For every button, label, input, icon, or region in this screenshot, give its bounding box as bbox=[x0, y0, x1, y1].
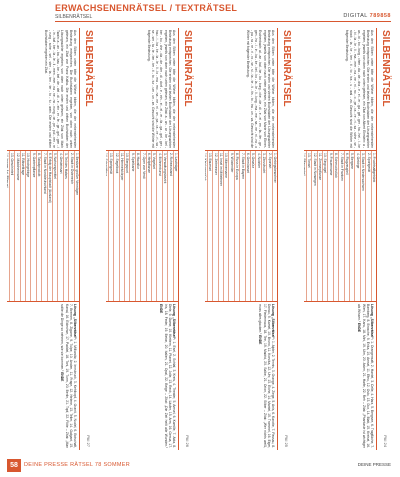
clue-row: 8. Tabakprodukt bbox=[36, 151, 41, 301]
puzzle-code: PAI 26 bbox=[185, 435, 190, 447]
clue-row: 2. Sportgerät bbox=[365, 151, 370, 301]
puzzle-intro: Aus den Silben unten bitte die Wörter bilden, die der nebenstehenden Bedeutung entsprechen. Die ersten und vierten Buchstaben der Lösungswörter ergeben, jeweils von oben nach unten gelesen, ein Zitat von Marie von Ebner-Eschenbach: al - an - bal - be - bo - burg - cke - de - di - e - ei - en - fa - fer - ge - gen - ho - i - in - ka - ke - kel - ko - la - le - li - lung - ma - me - na - ne - ni - no - o - pa - ra - re - ri - ro - se - si - ta - te - ti - tis - to - tra - un - va. Gesucht sind die Wörter mit folgender Bedeutung. bbox=[245, 30, 275, 148]
puzzle-intro: Aus den Silben unten bitte die Wörter bilden, die der nebenstehenden Bedeutung entsprechen. Die ersten und letzten Buchstaben der Lösungswörter ergeben, jeweils von oben nach unten gelesen, ein Zitat: a - an - ar - be - bel - ber - bu - che - da - de - der - di - dorf - e - ein - ei - el - er - fa - ga - gel - ger - hau - i - ka - ke - la - le - li - lo - ma - mo - na - ne - ni - on - pa - ra - re - ri - sa - se - ser - ta - te - ten - ter - ti - to - tur - um - un - ze. Gesucht sind die Wörter mit folgender Bedeutung. bbox=[146, 30, 176, 148]
clue-row bbox=[304, 151, 306, 301]
clue-row: 1. Fruchtsaftgetränk bbox=[371, 151, 376, 301]
clue-row: 8. Schmuckstück bbox=[333, 151, 338, 301]
puzzle-column bbox=[7, 28, 95, 450]
clue-row: 5. Nahrungsmittel bbox=[52, 151, 57, 301]
clue-row: 13. Sportgerät bbox=[108, 151, 113, 301]
puzzle-title: SILBENRÄTSEL bbox=[182, 30, 193, 107]
clue-row: 10. Hochgebirge bbox=[25, 151, 30, 301]
header-subtitle: SILBENRÄTSEL bbox=[55, 14, 93, 20]
puzzle-code: PAI 25 bbox=[284, 435, 289, 447]
clue-row: 12. Segelboot bbox=[113, 151, 118, 301]
clue-row: 10. Bergsport bbox=[124, 151, 129, 301]
clue-row: 6. Gemüseart bbox=[245, 151, 250, 301]
clue-row: 7. Stadt in Bayern bbox=[239, 151, 244, 301]
clue-row: 5. Gewürz bbox=[250, 151, 255, 301]
solution-label: Lösung „Silbenrätsel“: bbox=[172, 304, 176, 341]
solution-label: Lösung „Silbenrätsel“: bbox=[370, 304, 374, 341]
clue-row: 3. Stadt in Niedersachsen bbox=[360, 151, 365, 301]
solution-text: 1. Esel, 2. Schlaf, 3. Kreis, 4. Theater, 5. Amsel, 6. Kamille, 7. Aida, 8. Diele, 9. Dame, 10. Klettern, 11. Planet, 12. Jolle, 13. Reck, 14. Läufer, 15. Arm, 16. Genua, 17. Iris, 18. Feder, 19. Beton, 20. Italien, 21. Opal, 22. Beige – Zitat: „Die Zeit heilt alle Wunden.“ bbox=[163, 304, 176, 448]
puzzle-title: SILBENRÄTSEL bbox=[380, 30, 391, 107]
clue-row: 11. Insel im Mittelmeer bbox=[218, 151, 223, 301]
clue-row: 3. Zitrusfrucht bbox=[261, 151, 266, 301]
end-marker: ENDE bbox=[159, 304, 164, 314]
clue-row: 4. Gesteinsart bbox=[57, 151, 62, 301]
clue-row: 5. Vogelart bbox=[151, 151, 156, 301]
solution-block bbox=[106, 301, 178, 450]
header-title: ERWACHSENENRÄTSEL / TEXTRÄTSEL bbox=[55, 3, 238, 13]
clue-row: 7. Stadt in Norddeutschland bbox=[41, 151, 46, 301]
solution-text: 1. Orangensaft, 2. Hantel, 3. Celle, 4. Harz, 5. Bergsee, 6. Tragfläche, 7. Bamberg, 8. Brosche, 9. Erika, 10. Amsel, 11. Efeu, 12. Oslo, 13. Dur, 14. Blatt, 15. Kreisel, 16. Wien, 17. Kanu, 18. Mini, 19. Ulm, 20. Asien, 21. Harfe, 22. Reh – Zitat: „Phantasie ist wichtiger als Wissen.“ bbox=[357, 304, 374, 448]
clue-row: 9. Wüstentier bbox=[228, 151, 233, 301]
puzzle-column bbox=[106, 28, 194, 450]
clue-row: 12. Zeitmesser bbox=[212, 151, 217, 301]
clue-row: 2. Stadt in Österreich bbox=[68, 151, 73, 301]
clue-list bbox=[106, 150, 178, 301]
clue-row: 8. Fluss in Europa bbox=[234, 151, 239, 301]
puzzle-intro: Aus den Silben unten bitte die Wörter bilden, die der nebenstehenden Bedeutung entsprechen. Die Buchstaben ergeben, von oben nach unten gelesen, ein Zitat von Franz Kafka. Die ersten und dritten Buchstaben der Lösungswörter ergeben, von oben nach unten gelesen, ein Zitat von Mark Twain: a - an - ba - bau - be - bel - de - del - di - e - ein - er - fe - ge - gel - gen - i - in - kaf - ker - la - le - li - men - mer - na - ne - no - nung - on - pe - pul - ren - re - rung - sche - sel - ster - ta - ten - ter - to - tu - wein. Die ersten und dritten Buchstaben ergeben ein Zitat. bbox=[43, 30, 77, 148]
puzzle-code: PAI 27 bbox=[86, 435, 91, 447]
clue-row: 13. Baumart bbox=[207, 151, 212, 301]
clue-row: 6. Erfolg der Hauptstadt (Ausland) bbox=[47, 151, 52, 301]
solution-text: 1. Milliardär, 2. Innsbruck, 3. Kehlkopf, 4. Granit, 5. Nudel, 6. Botschaft, 7. Bremen, 8. Zigarre, 9. Tulpe, 10. Anden, 11. Frage, 12. Helene, 13. Teller, 14. Galgant, 15. Kanal, 16. Eidechse, 17. Paddel, 18. Toni, 19. Turm, 20. Berlin, 21. Topf, 22. Flöte – Zitat: „Man sollte die Dinge so nehmen, wie sie kommen.“ bbox=[60, 304, 77, 448]
magazine-name: DEINE PRESSE RÄTSEL 78 SOMMER bbox=[24, 462, 130, 468]
clue-row: 3. Teil des Halses bbox=[63, 151, 68, 301]
clue-row: 11. Himmelskörper bbox=[119, 151, 124, 301]
clue-row bbox=[7, 151, 9, 301]
puzzle-column bbox=[304, 28, 392, 450]
clue-row: 4. Nutztier bbox=[255, 151, 260, 301]
end-marker: ENDE bbox=[60, 372, 65, 382]
header-rule bbox=[55, 21, 391, 22]
clue-row: 9. Frauenname bbox=[327, 151, 332, 301]
clue-row: 4. Gebirge bbox=[354, 151, 359, 301]
clue-row: 2. Ruhezustand bbox=[167, 151, 172, 301]
solution-block bbox=[304, 301, 376, 450]
clue-list bbox=[7, 150, 79, 301]
clue-row bbox=[205, 151, 207, 301]
solution-text: 1. Alpler, 2. Tennis, 3. Orange, 4. Ziege, 5. Anis, 6. Karotte, 7. Passau, 8. Donau, 9. Kamel, 10. Bruno, 11. Korsika, 12. Uhr, 13. Eiche, 14. Mantel, 15. Trommel, 16. Eiger, 17. Fledermaus, 18. Tee, 19. Madrid, 20. Salbe, 21. Orion, 22. Silber – Zitat: „Wer nichts weiß, muss alles glauben.“ bbox=[258, 304, 275, 449]
puzzle-title: SILBENRÄTSEL bbox=[83, 30, 94, 107]
puzzle-code: PAI 24 bbox=[383, 435, 388, 447]
clue-row: 9. Gartenpflanze bbox=[30, 151, 35, 301]
clue-row: 5. Bergsee bbox=[349, 151, 354, 301]
solution-block bbox=[205, 301, 277, 450]
brand-label: DIGITAL 789858 bbox=[343, 13, 391, 19]
solution-label: Lösung „Silbenrätsel“: bbox=[73, 304, 77, 341]
clue-row: 6. Flugzeugteil bbox=[344, 151, 349, 301]
clue-list bbox=[304, 150, 376, 301]
clue-row: 4. Bühnenkunst bbox=[156, 151, 161, 301]
clue-row: 1. Gebirgsbewohner bbox=[272, 151, 277, 301]
clue-list bbox=[205, 150, 277, 301]
clue-row: 10. Singvogel bbox=[322, 151, 327, 301]
end-marker: ENDE bbox=[357, 322, 362, 333]
puzzle-intro: Aus den Silben unten bitte die Wörter bilden, die der nebenstehenden Bedeutung entsprechen. Die ersten und letzten Buchstaben der Lösungswörter ergeben, jeweils von oben nach unten gelesen, ein Zitat von Albert Einstein: a - as - bi - bo - burg - chen - da - de - dra - e - ei - er - ga - gel - ger - ha - hei - i - ke - ki - la - le - li - ma - mer - na - ne - ni - no - o - pe - ra - re - ri - sa - sche - se - stock - ta - te - ten - ti - to - tra - u - wal - zo. Gesucht sind die Wörter mit folgender Bedeutung. bbox=[344, 30, 374, 148]
clue-row: 2. Sportart bbox=[266, 151, 271, 301]
clue-row: 12. Stadt in Norwegen bbox=[311, 151, 316, 301]
clue-row: 7. Stadt in Franken bbox=[338, 151, 343, 301]
clue-row: 1. Lastträger bbox=[173, 151, 178, 301]
puzzle-columns bbox=[7, 28, 393, 450]
solution-block bbox=[7, 301, 79, 450]
clue-row: 11. Zimmerpflanze bbox=[317, 151, 322, 301]
clue-row: 6. Heilpflanze bbox=[146, 151, 151, 301]
end-marker: ENDE bbox=[258, 335, 263, 345]
page-number: 58 bbox=[7, 459, 21, 472]
clue-row: 7. Oper von Verdi bbox=[140, 151, 145, 301]
solution-label: Lösung „Silbenrätsel“: bbox=[271, 304, 275, 340]
clue-row bbox=[106, 151, 108, 301]
clue-row: 13. Tonart bbox=[306, 151, 311, 301]
clue-row: 8. Hausflur bbox=[135, 151, 140, 301]
clue-row: 1. Besitzer großer Vermögen bbox=[74, 151, 79, 301]
clue-row: 11. Rätselfrage bbox=[20, 151, 25, 301]
clue-row: 13. Geschirrteil bbox=[9, 151, 14, 301]
footer-right: DEINE PRESSE bbox=[357, 462, 391, 467]
clue-row: 12. Mädchenname bbox=[14, 151, 19, 301]
puzzle-title: SILBENRÄTSEL bbox=[281, 30, 292, 107]
clue-row: 9. Spielkarte bbox=[129, 151, 134, 301]
puzzle-column bbox=[205, 28, 293, 450]
clue-row: 3. Verwaltungsbezirk bbox=[162, 151, 167, 301]
clue-row: 10. Männername bbox=[223, 151, 228, 301]
